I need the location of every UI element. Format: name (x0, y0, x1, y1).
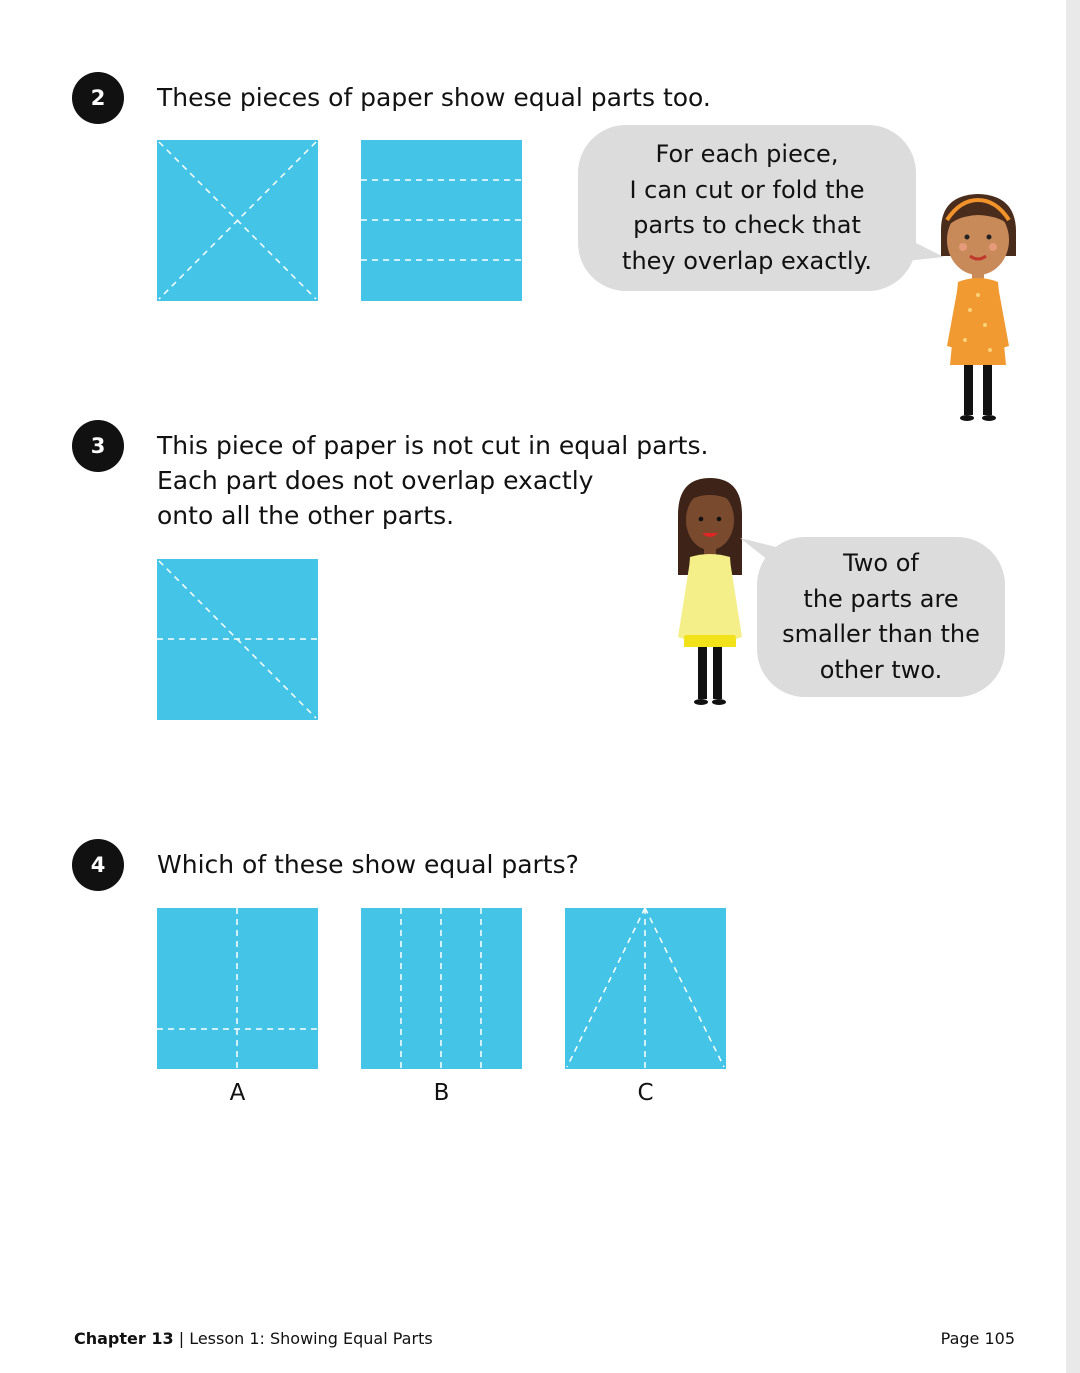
paper-horizontal-strips (361, 140, 522, 301)
speech-bubble-1 (578, 125, 916, 291)
paper-diagonals (157, 140, 318, 301)
bubble-line: Two of (843, 549, 919, 577)
text-line: Each part does not overlap exactly (157, 466, 594, 495)
bubble-line: they overlap exactly. (622, 246, 872, 275)
bubble-line: other two. (819, 655, 943, 684)
section-2-text (157, 80, 711, 115)
option-label-c: C (637, 1080, 654, 1106)
section-3-text (157, 428, 708, 533)
section-number-4: 4 (72, 839, 124, 891)
footer-chapter-lesson (74, 1329, 433, 1348)
bubble-line: the parts are (803, 584, 959, 613)
footer-separator: | (178, 1329, 185, 1348)
text-line: These pieces of paper show equal parts too. (157, 83, 711, 112)
bubble-line: I can cut or fold the (629, 175, 865, 204)
girl-orange-dress-illustration (930, 190, 1030, 425)
girl-yellow-dress-illustration (670, 475, 750, 710)
page-edge (1066, 0, 1080, 1373)
bubble-line: smaller than the (782, 620, 980, 648)
section-number-3: 3 (72, 420, 124, 472)
bubble-line: parts to check that (633, 211, 861, 239)
option-label-a: A (229, 1080, 246, 1106)
paper-option-a (157, 908, 318, 1069)
text-line: onto all the other parts. (157, 501, 455, 530)
speech-bubble-2 (757, 537, 1005, 697)
paper-option-c (565, 908, 726, 1069)
footer-chapter: Chapter 13 (74, 1329, 174, 1348)
section-number-2: 2 (72, 72, 124, 124)
footer-lesson: Lesson 1: Showing Equal Parts (189, 1329, 433, 1348)
option-label-b: B (433, 1080, 450, 1106)
footer-page-number: Page 105 (940, 1329, 1015, 1348)
paper-unequal-parts (157, 559, 318, 720)
text-line: Which of these show equal parts? (157, 850, 579, 879)
bubble-line: For each piece, (655, 140, 839, 168)
section-4-text (157, 847, 579, 882)
text-line: This piece of paper is not cut in equal parts. (157, 431, 709, 460)
paper-option-b (361, 908, 522, 1069)
